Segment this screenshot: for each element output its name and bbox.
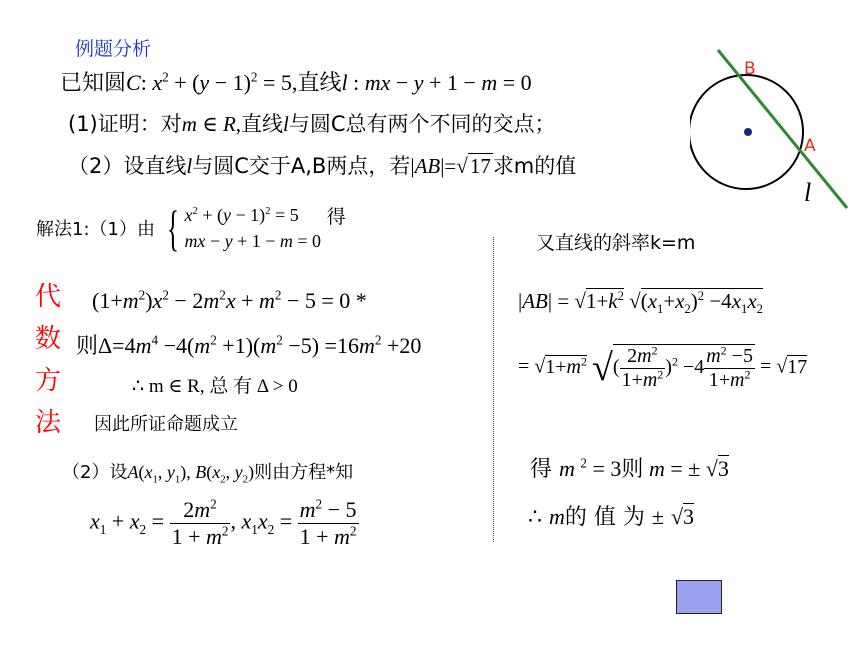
plus-minus: ± bbox=[651, 504, 664, 529]
de-word: 得 bbox=[326, 206, 346, 228]
then-word: 则 bbox=[76, 334, 99, 359]
part2-prefix: （2）设直线 bbox=[68, 154, 187, 178]
solution-setup: 解法1:（1）由 { $x^2 + (y - 1)^2 = 5$ mx − y + 1 − m = 0 得 bbox=[36, 200, 346, 256]
conclusion: 因此所证命题成立 bbox=[94, 414, 238, 435]
vieta-formulas: $x_1 + x_2$ = $\frac{2m^2}{1 + m^2}$ , $x_1x_2$ = $\frac{m^2 - 5}{1 + m^2}$ bbox=[90, 496, 357, 549]
method-char-1: 代 bbox=[35, 282, 62, 312]
equation-system: $x^2 + (y - 1)^2 = 5$ mx − y + 1 − m = 0 bbox=[184, 205, 322, 251]
therefore-line: ∴ m ∈ R, 总 有 Δ > 0 bbox=[132, 376, 298, 397]
problem-line-1: 已知圆C: $x^2 + (y - 1)^2 = 5$,直线l : mx − y + 1 − m = 0 bbox=[60, 69, 532, 96]
slope-text: 又直线的斜率k=m bbox=[536, 232, 696, 254]
problem-line-3: （2）设直线l与圆C交于A,B两点，若|AB|=√17求m的值 bbox=[68, 154, 577, 178]
result-line: 得 m $^2$ = 3则 m = ± √3 bbox=[530, 455, 729, 482]
label-b: B bbox=[744, 59, 756, 79]
line-l bbox=[718, 50, 847, 208]
chord-length-formula: $|AB| = √1+k^2$ $√(x_1+x_2)^2 -4x_1x_2$ bbox=[518, 289, 763, 317]
page-title: 例题分析 bbox=[75, 38, 152, 60]
column-divider bbox=[493, 237, 494, 542]
part1-suffix: 与圆C总有两个不同的交点； bbox=[288, 112, 556, 136]
line-word: 直线 bbox=[297, 71, 342, 96]
line-name: l bbox=[341, 70, 348, 95]
solution-label: 解法1:（1）由 bbox=[36, 219, 155, 240]
sqrt-17: √17 bbox=[456, 154, 491, 178]
next-slide-button[interactable] bbox=[676, 580, 722, 614]
part1-middle: 直线 bbox=[241, 112, 284, 136]
result-then: 则 bbox=[621, 457, 644, 482]
part1-prefix: (1)证明：对 bbox=[68, 112, 182, 136]
quadratic-equation: $(1+m^2)x^2 - 2m^2x + m^2 - 5 = 0$ * bbox=[92, 287, 367, 313]
method-char-3: 方 bbox=[35, 366, 62, 396]
label-l: l bbox=[804, 178, 812, 207]
value-text: 的 值 为 bbox=[564, 505, 645, 530]
therefore-symbol: ∴ bbox=[528, 504, 542, 529]
part2-setup: （2）设$A(x_1$, $y_1$), $B(x_2$, $y_2$)则由方程*知 bbox=[62, 462, 354, 486]
circle-name: C bbox=[126, 70, 141, 95]
problem-line-2: (1)证明：对m ∈ R,直线l与圆C总有两个不同的交点； bbox=[68, 112, 556, 136]
method-char-2: 数 bbox=[35, 324, 62, 354]
method-label bbox=[35, 276, 61, 444]
part2-setup-prefix: （2）设 bbox=[62, 462, 128, 483]
final-answer: ∴ m的 值 为 ± √3 bbox=[528, 504, 695, 530]
problem-intro: 已知圆 bbox=[60, 71, 127, 96]
substitution-formula: = $√1+m^2$ √( $\frac{2m^2}{1+m^2}$ )$^2$ −4 $\frac{m^2 -5}{1+m^2}$ = √17 bbox=[518, 343, 808, 391]
part2-setup-suffix: 则由方程*知 bbox=[254, 462, 354, 483]
circle-figure bbox=[690, 44, 855, 214]
method-char-4: 法 bbox=[35, 408, 62, 438]
center-point bbox=[744, 128, 752, 136]
part2-suffix: 求m的值 bbox=[492, 154, 577, 178]
part2-middle: 与圆C交于A,B两点，若 bbox=[192, 154, 411, 178]
discriminant: 则$\Delta=4m^4 -4(m^2 +1)(m^2 -5) =16m^2 +20$ bbox=[76, 332, 422, 359]
result-prefix: 得 bbox=[530, 457, 553, 482]
label-a: A bbox=[804, 136, 816, 156]
